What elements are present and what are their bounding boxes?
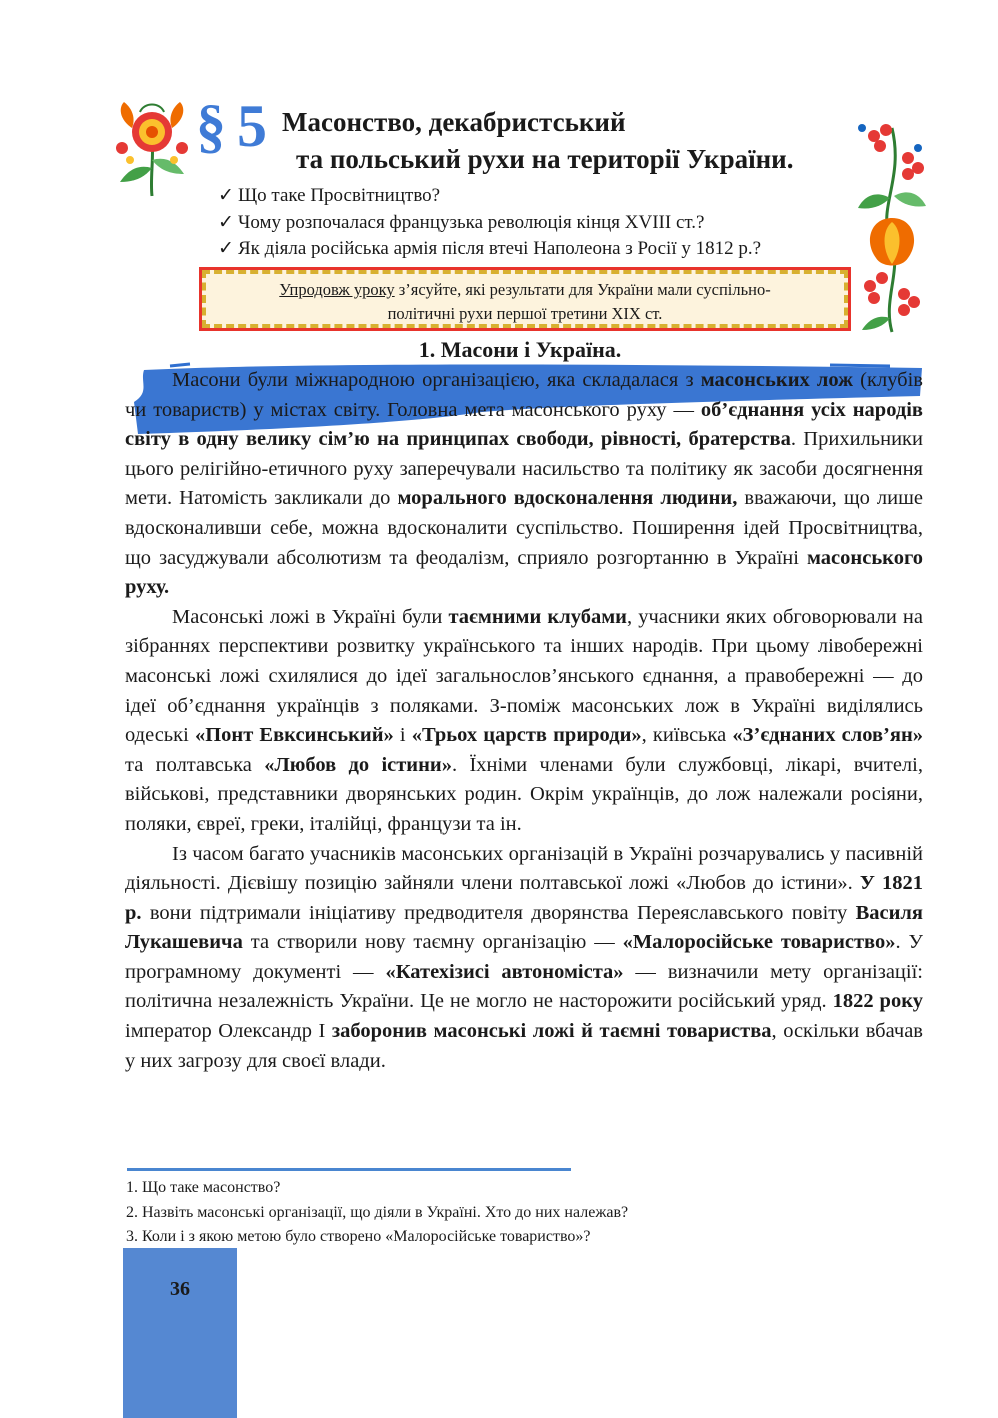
task-underlined: Упродовж уроку	[279, 280, 395, 299]
checkmark-icon: ✓	[218, 185, 234, 206]
page-number: 36	[170, 1278, 190, 1300]
review-questions	[126, 1176, 628, 1250]
folk-flower-ornament-icon	[110, 98, 194, 200]
review-question: 1. Що таке масонство?	[126, 1179, 281, 1196]
paragraph: Масони були міжнародною організацією, яка складалася з масонських лож (клубів чи товариств) у містах світу. Головна мета масонського руху — об’єднання усіх народів світу в одну велику сім’ю на принципах свободи, рівності, братерства. Прихильники цього релігійно-етичного руху заперечували насильство та політику як засоби досягнення мети. Натомість закликали до морального вдосконалення людини, вважаючи, що лише вдосконаливши себе, можна вдосконалити суспільство. Поширення ідей Просвітництва, що засуджували абсолютизм та феодалізм, сприяло розгортанню в Україні масонського руху.	[125, 369, 924, 599]
section-number: § 5	[196, 93, 265, 159]
paragraph: Масонські ложі в Україні були таємними клубами, учасники яких обговорювали на зібраннях перспективи розвитку українського та інших народів. При цьому лівобережні масонські ложі схилялися до ідеї загальнослов’янського єднання, а правобережні — до ідеї об’єднання українців з поляками. З-поміж масонських лож в Україні виділялись одеські «Понт Евксинський» і «Трьох царств природи», київська «З’єднаних слов’ян» та полтавська «Любов до істини». Їхніми членами були службовці, лікарі, вчителі, військові, представники дворянських родин. Окрім українців, до лож належали росіяни, поляки, євреї, греки, італійці, французи та ін.	[125, 605, 924, 835]
warmup-question: ✓ Як діяла російська армія після втечі Наполеона з Росії у 1812 р.?	[218, 236, 858, 263]
checkmark-icon: ✓	[218, 238, 234, 259]
checkmark-icon: ✓	[218, 211, 234, 233]
task-line-2: політичні рухи першої третини XIX ст.	[387, 304, 663, 323]
folk-flower-ornament-icon	[852, 118, 930, 334]
divider	[127, 1168, 571, 1171]
main-text	[125, 366, 923, 1076]
warmup-question: ✓ Чому розпочалася французька революція кінця XVIII ст.?	[218, 210, 858, 237]
page-number-tab	[123, 1248, 237, 1418]
warmup-question: ✓ Що таке Просвітництво?	[218, 183, 858, 210]
review-question: 3. Коли і з якою метою було створено «Малоросійське товариство»?	[126, 1228, 591, 1245]
title-line-1: Масонство, декабристський	[282, 107, 626, 137]
title-line-2: та польський рухи на території України.	[296, 144, 794, 174]
warmup-questions	[218, 183, 858, 263]
task-line-1	[206, 278, 844, 302]
task-text: з’ясуйте, які результати для України мали суспільно-	[394, 280, 771, 299]
section-heading: 1. Масони і Україна.	[418, 337, 622, 362]
paragraph: Із часом багато учасників масонських організацій в Україні розчарувались у пасивній діяльності. Дієвішу позицію зайняли члени полтавської ложі «Любов до істини». У 1821 р. вони підтримали ініціативу предводителя дворянства Переяславського повіту Василя Лукашевича та створили нову таємну організацію — «Малоросійське товариство». У програмному документі — «Катехізисі автономіста» — визначили мету організації: політична незалежність України. Це не могло не насторожити російський уряд. 1822 року імператор Олександр I заборонив масонські ложі й таємні товариства, оскільки вбачав у них загрозу для своєї влади.	[125, 842, 923, 1072]
review-question: 2. Назвіть масонські організації, що діяли в Україні. Хто до них належав?	[126, 1203, 629, 1221]
page-title	[282, 104, 852, 178]
lesson-task-box	[202, 270, 848, 328]
